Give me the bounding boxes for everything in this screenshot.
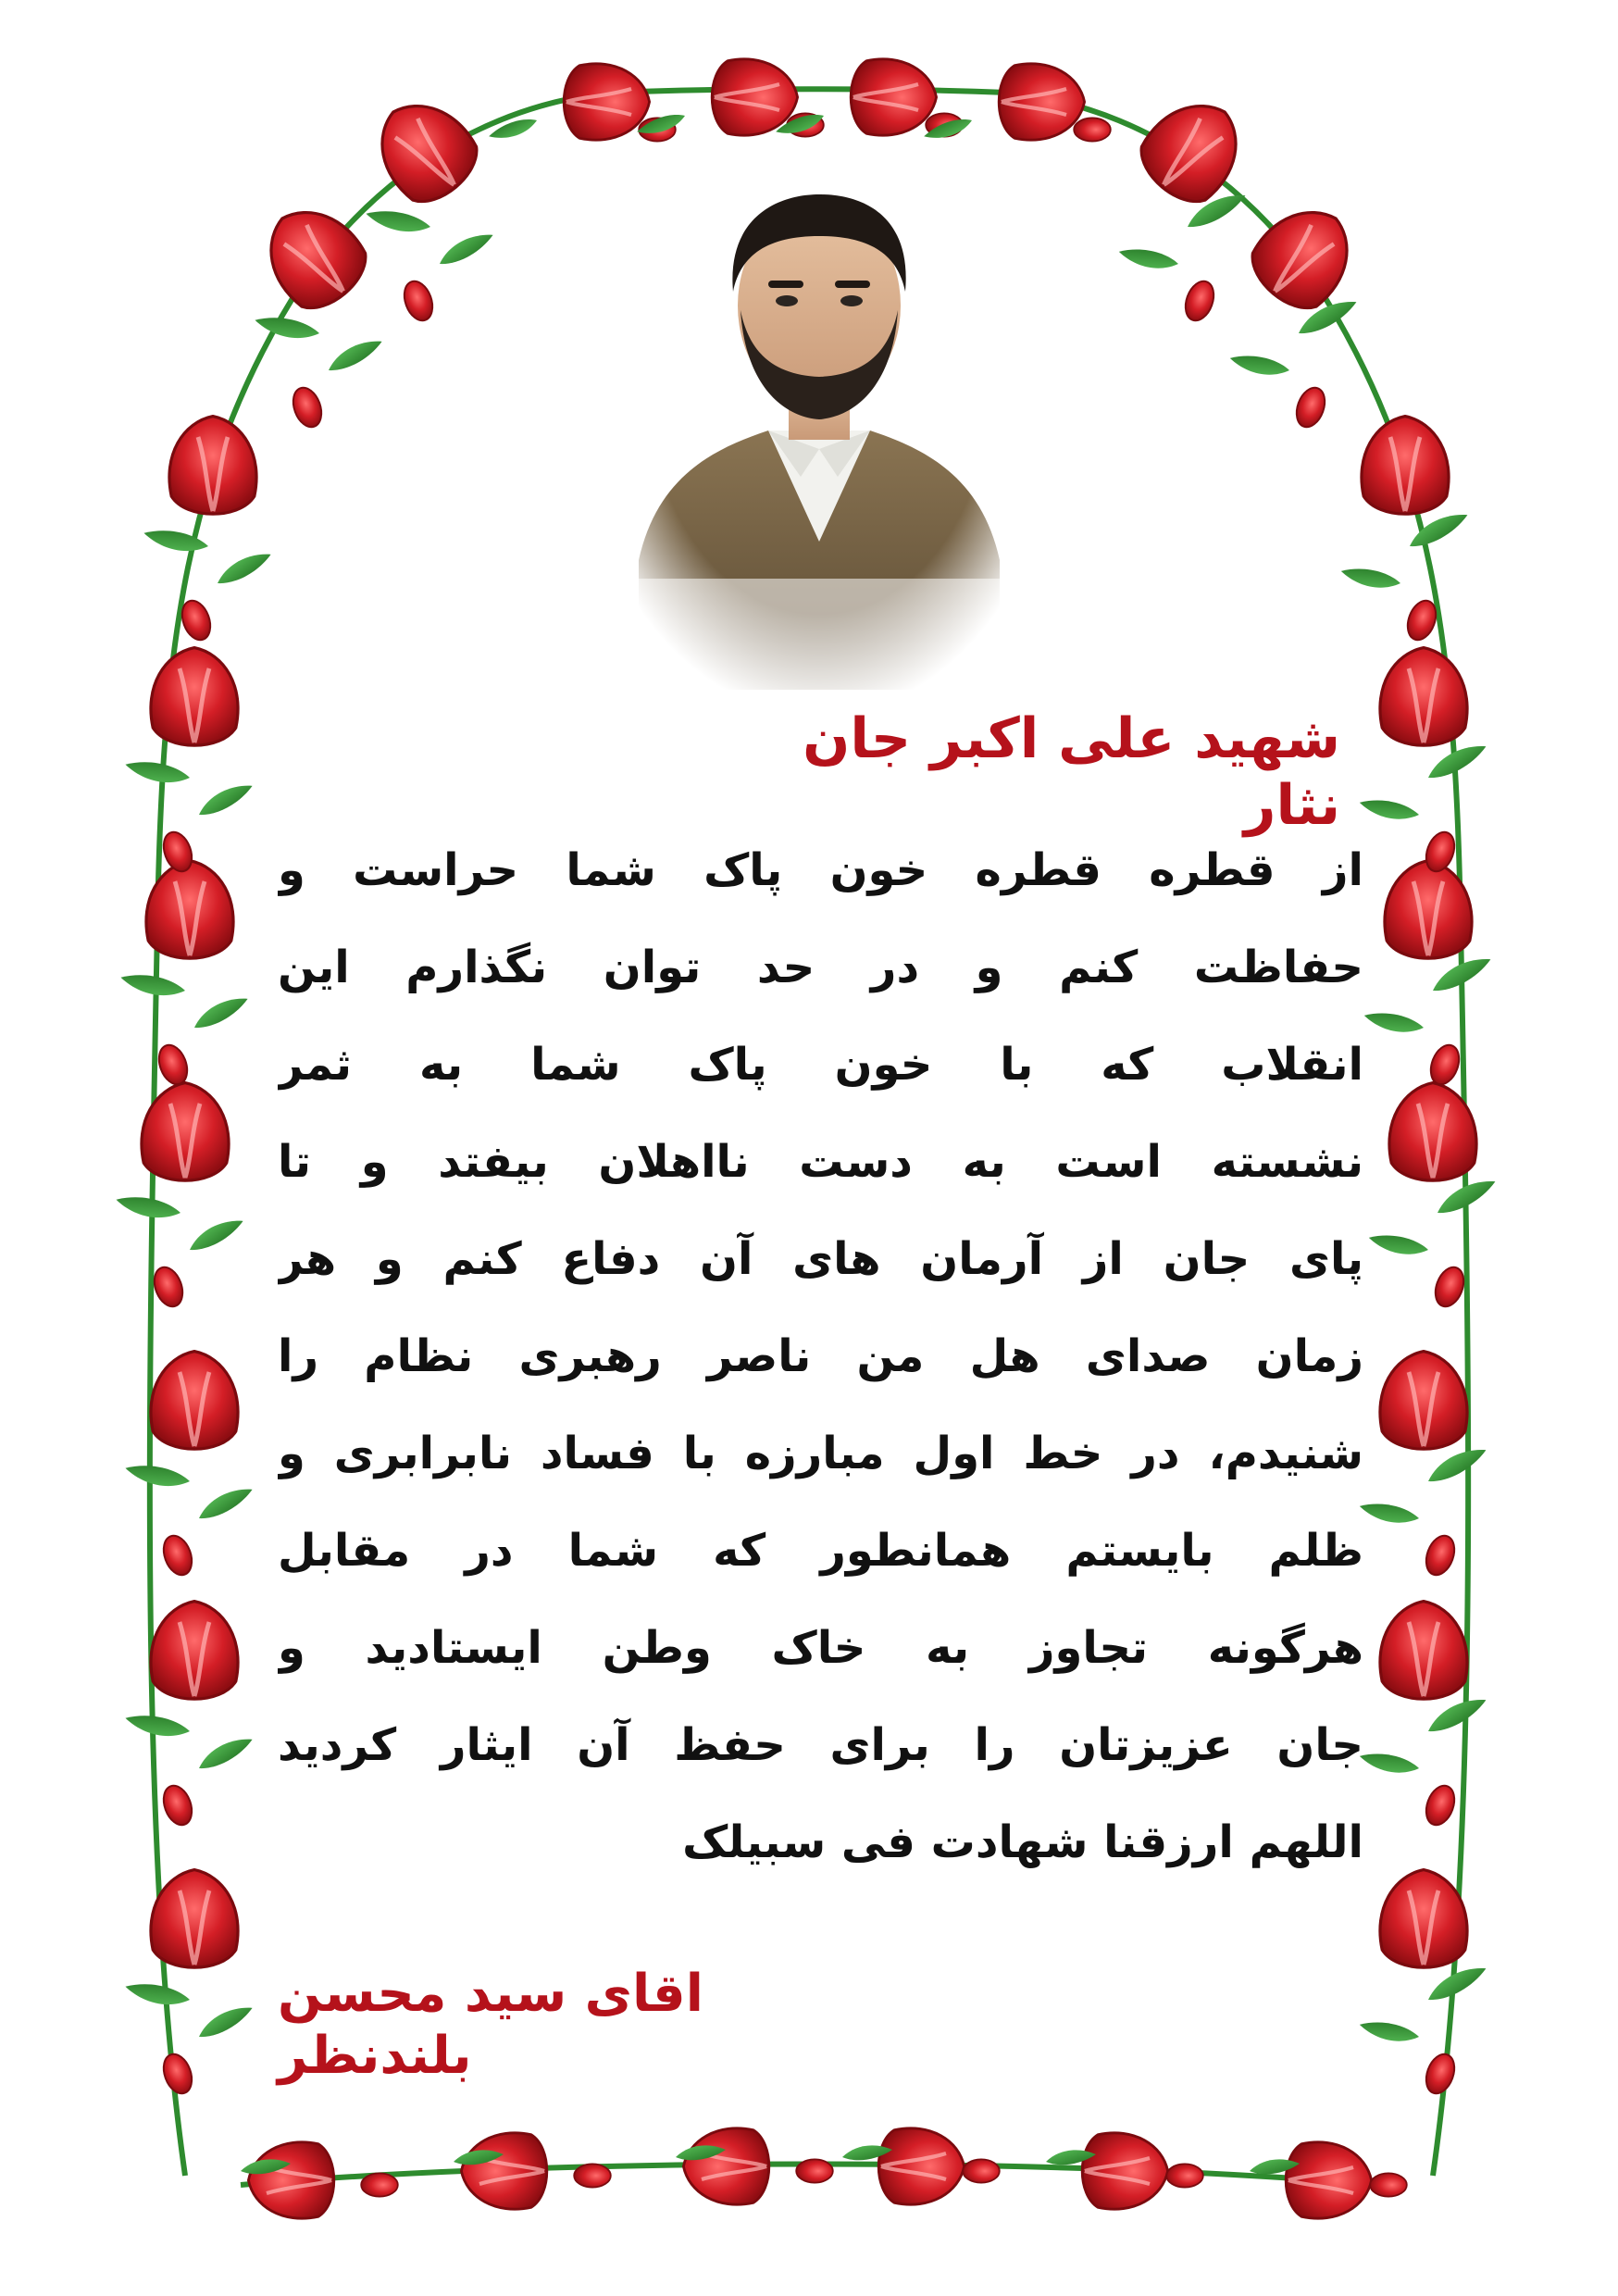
tulip-icon [878, 2128, 964, 2204]
tulip-bud-icon [1421, 1782, 1459, 1829]
leaf-icon [194, 1485, 256, 1522]
leaf-icon [1358, 2013, 1420, 2050]
leaf-icon [1358, 791, 1420, 828]
leaf-icon [213, 550, 275, 587]
leaf-icon [1117, 240, 1179, 277]
tulip-icon [712, 59, 797, 135]
tulip-bud-icon [399, 278, 437, 325]
leaf-icon [1404, 510, 1472, 551]
tulip-bud-icon [1421, 2051, 1459, 2098]
signature: اقای سید محسن بلندنظر [278, 1964, 703, 2087]
tulip-bud-icon [963, 2159, 1000, 2182]
text-line: پای جان از آرمان های آن دفاع کنم و هر [278, 1233, 1363, 1285]
tulip-icon [169, 417, 256, 515]
text-line: از قطره قطره خون پاک شما حراست و [278, 844, 1363, 896]
tulip-bud-icon [158, 1532, 196, 1579]
leaf-icon [190, 994, 252, 1031]
text-line: هرگونه تجاوز به خاک وطن ایستادید و [278, 1622, 1363, 1674]
tulip-icon [249, 191, 379, 321]
tulip-icon [151, 648, 238, 746]
tulip-bud-icon [796, 2159, 833, 2182]
tulip-icon [461, 2133, 546, 2209]
tulip-icon [1380, 1352, 1467, 1450]
tulip-bud-icon [1370, 2173, 1407, 2196]
leaf-icon [324, 337, 386, 374]
text-line: اللهم ارزقنا شهادت فی سبیلک [682, 1816, 1363, 1868]
text-line: شنیدم، در خط اول مبارزه با فساد نابرابری و [278, 1428, 1363, 1479]
tulip-bud-icon [361, 2173, 398, 2196]
tulip-bud-icon [158, 2051, 196, 2098]
testament-text [278, 822, 1363, 1891]
leaf-icon [185, 1217, 247, 1254]
leaf-icon [1423, 1445, 1490, 1486]
text-line: جان عزیزتان را برای حفظ آن ایثار کردید [278, 1719, 1363, 1771]
tulip-bud-icon [1425, 1042, 1463, 1089]
tulip-bud-icon [1421, 1532, 1459, 1579]
text-line: نشسته است به دست نااهلان بیفتد و تا [278, 1136, 1363, 1188]
leaf-icon [1358, 1494, 1420, 1531]
tulip-bud-icon [1166, 2164, 1203, 2187]
tulip-bud-icon [154, 1042, 192, 1089]
frame-stem-top [611, 89, 1007, 93]
tulip-icon [151, 1352, 238, 1450]
leaf-icon [194, 1735, 256, 1772]
tulip-icon [1082, 2133, 1167, 2209]
tulip-bud-icon [149, 1264, 187, 1311]
page-title: شهید علی اکبر جان نثار [803, 706, 1340, 838]
leaf-icon [253, 307, 320, 348]
tulip-icon [564, 64, 649, 140]
tulip-icon [851, 59, 936, 135]
leaf-icon [123, 1974, 191, 2015]
tulip-icon [999, 64, 1084, 140]
tulip-icon [248, 2142, 333, 2218]
leaf-icon [1228, 346, 1290, 383]
text-line: ظلم بایستم همانطور که شما در مقابل [278, 1525, 1363, 1577]
leaf-icon [1363, 1004, 1425, 1041]
tulip-icon [1239, 191, 1369, 321]
leaf-icon [435, 231, 497, 268]
tulip-icon [1380, 1602, 1467, 1700]
text-line: انقلاب که با خون پاک شما به ثمر [278, 1039, 1363, 1091]
tulip-icon [1380, 1870, 1467, 1968]
leaf-icon [123, 1455, 191, 1496]
tulip-icon [1286, 2142, 1371, 2218]
leaf-icon [1423, 1964, 1490, 2004]
text-line: حفاظت کنم و در حد توان نگذارم این [278, 942, 1363, 993]
leaf-icon [123, 752, 191, 792]
leaf-icon [1423, 1695, 1490, 1736]
tulip-bud-icon [1180, 278, 1218, 325]
leaf-icon [1339, 559, 1401, 596]
tulip-icon [1380, 648, 1467, 746]
tulip-bud-icon [288, 384, 326, 431]
tulip-bud-icon [574, 2164, 611, 2187]
tulip-bud-icon [1291, 384, 1329, 431]
leaf-icon [194, 2003, 256, 2040]
leaf-icon [1358, 1744, 1420, 1781]
martyr-portrait [629, 171, 1009, 690]
tulip-icon [1362, 417, 1449, 515]
leaf-icon [123, 1705, 191, 1746]
leaf-icon [194, 781, 256, 818]
tulip-bud-icon [158, 1782, 196, 1829]
leaf-icon [1367, 1226, 1429, 1263]
leaf-icon [114, 1187, 181, 1228]
tulip-icon [151, 1602, 238, 1700]
leaf-icon [118, 965, 186, 1005]
tulip-bud-icon [1430, 1264, 1468, 1311]
text-line: زمان صدای هل من ناصر رهبری نظام را [278, 1330, 1363, 1382]
leaf-icon [364, 201, 431, 242]
tulip-bud-icon [1074, 118, 1111, 141]
tulip-icon [683, 2128, 768, 2204]
tulip-icon [151, 1870, 238, 1968]
